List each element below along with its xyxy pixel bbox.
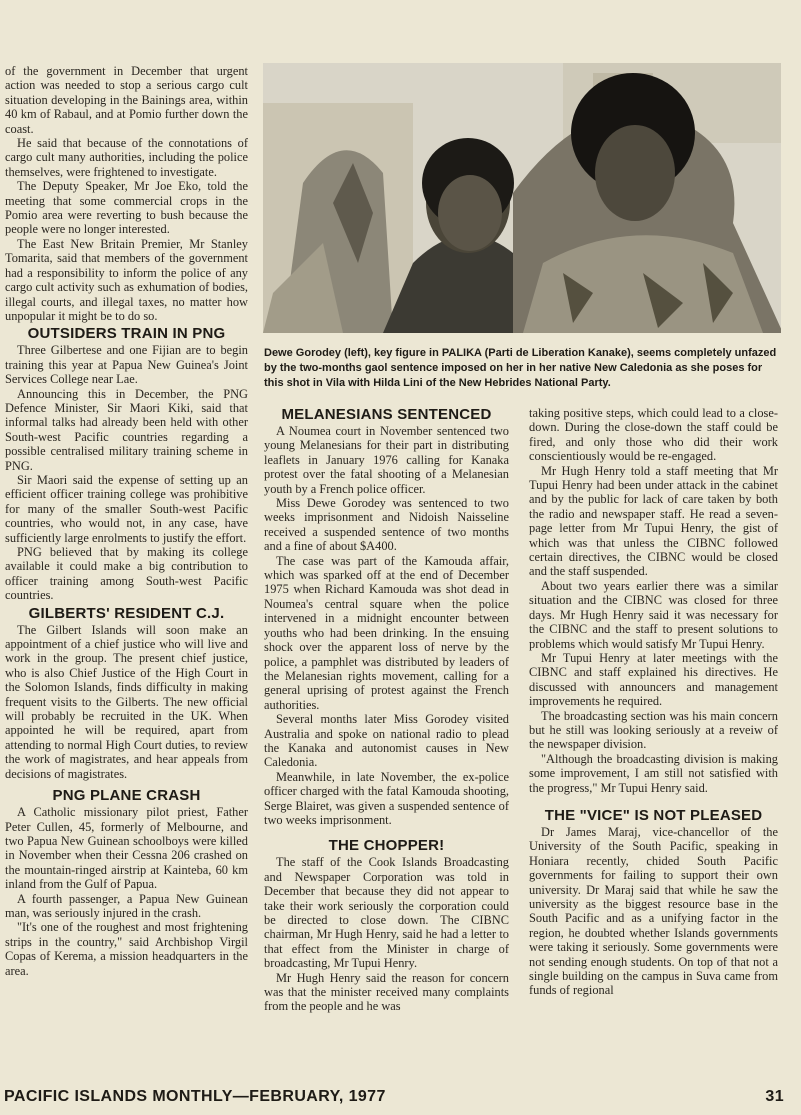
paragraph: PNG believed that by making its college available it could make a big contribution to officer training among South-west Pacific countries. — [5, 545, 248, 603]
paragraph: Dr James Maraj, vice-chancellor of the University of the South Pacific, speaking in Honiara recently, chided South Pacific governments for failing to support their own university. Dr Maraj said that while he saw the university as the biggest resource base in the South Pacific and as a unifying factor in the region, he doubted whether Islands governments were taking it seriously. Some governments were not sending enough students. On top of that not a single building on the campus in Suva came from funds of regional — [529, 824, 778, 998]
column-1 — [5, 64, 248, 978]
paragraph: The East New Britain Premier, Mr Stanley Tomarita, said that members of the government had a responsibility to inform the police of any cargo cult activity such as exhumation of bodies, illegal courts, and illegal taxes, no matter how unpopular it might be to do so. — [5, 236, 248, 323]
paragraph: The case was part of the Kamouda affair, which was sparked off at the end of December 1975 when Richard Kamouda was shot dead in Noumea's central square when the police intervened in a midnight encounter between youths who had been drinking. In the ensuing shock over the apparent loss of nerve by the police, a pamphlet was distributed by leaders of the Melanesian rights movement, calling for a general uprising of protest against the French authorities. — [264, 553, 509, 712]
paragraph: About two years earlier there was a similar situation and the CIBNC was closed for three days. Mr Hugh Henry said it was necessary for the CIBNC and the staff to present solutions to problems which would satisfy Mr Tupui Henry. — [529, 578, 778, 651]
photo-caption: Dewe Gorodey (left), key figure in PALIKA (Parti de Liberation Kanake), seems completely unfazed by the two-months gaol sentence imposed on her in her native New Caledonia as she poses for this shot in Vila with Hilda Lini of the New Hebrides National Party. — [264, 347, 777, 389]
column-3 — [529, 406, 778, 998]
headline-the-chopper: THE CHOPPER! — [328, 837, 445, 855]
paragraph: He said that because of the connotations of cargo cult many authorities, including the police themselves, were frightened to investigate. — [5, 136, 248, 179]
paragraph: The Deputy Speaker, Mr Joe Eko, told the meeting that some commercial crops in the Pomio area were reverting to bush because the people were no longer interested. — [5, 179, 248, 237]
paragraph: "Although the broadcasting division is making some improvement, I am still not satisfied with the progress," Mr Tupui Henry said. — [529, 751, 778, 795]
paragraph: A Catholic missionary pilot priest, Father Peter Cullen, 45, formerly of Melbourne, and two Papua New Guinean schoolboys were killed in November when their Cessna 206 crashed on the mountain-ringed airstrip at Kainteba, 60 km inland from the Gulf of Papua. — [5, 805, 248, 892]
headline-outsiders-train: OUTSIDERS TRAIN IN PNG — [27, 325, 226, 343]
paragraph: Announcing this in December, the PNG Defence Minister, Sir Maori Kiki, said that informal talks had already been held with other South-west Pacific countries regarding a possible centralised military training scheme in PNG. — [5, 386, 248, 473]
headline-melanesians-sentenced: MELANESIANS SENTENCED — [281, 406, 492, 423]
paragraph: The Gilbert Islands will soon make an appointment of a chief justice who will live and work in the group. The present chief justice, who is also Chief Justice of the High Court in the Solomon Islands, finds difficulty in making frequent visits to the Gilberts. The new official will probably be recruited in the UK. When appointed he will be required, apart from attending to normal High Court duties, to review the work of magistrates, and hear appeals from decisions of magistrates. — [5, 622, 248, 781]
headline-gilberts-resident: GILBERTS' RESIDENT C.J. — [28, 604, 225, 622]
headline-png-plane-crash: PNG PLANE CRASH — [52, 787, 201, 805]
paragraph: A Noumea court in November sentenced two young Melanesians for their part in distributing leaflets in January 1976 calling for Kanaka protest over the fatal shooting of a Melanesian youth by a French police officer. — [264, 424, 509, 496]
photo-dewe-gorodey-hilda-lini — [263, 63, 781, 333]
page-footer — [4, 1088, 784, 1106]
paragraph: Sir Maori said the expense of setting up an efficient officer training college was prohibitive for many of the smaller South-west Pacific countries, who would not, in any case, have sufficiently large enrolments to justify the effort. — [5, 472, 248, 545]
paragraph: "It's one of the roughest and most frightening strips in the country," said Archbishop Virgil Copas of Kerema, a mission headquarters in the area. — [5, 920, 248, 978]
paragraph: A fourth passenger, a Papua New Guinean man, was seriously injured in the crash. — [5, 891, 248, 920]
paragraph: Miss Dewe Gorodey was sentenced to two weeks imprisonment and Nidoish Naisseline received a suspended sentence of two months and a fine of about $A400. — [264, 496, 509, 554]
paragraph: Three Gilbertese and one Fijian are to begin training this year at Papua New Guinea's Joint Services College near Lae. — [5, 343, 248, 387]
paragraph: Several months later Miss Gorodey visited Australia and spoke on national radio to plead the Kanaka and autonomist causes in New Caledonia. — [264, 712, 509, 770]
photo-illustration — [263, 63, 781, 333]
paragraph: Mr Hugh Henry said the reason for concern was that the minister received many complaints from the people and he was — [264, 970, 509, 1014]
headline-the-vice-is-not-pleased: THE "VICE" IS NOT PLEASED — [544, 806, 763, 824]
masthead: PACIFIC ISLANDS MONTHLY—FEBRUARY, 1977 — [4, 1088, 386, 1105]
paragraph: The broadcasting section was his main concern but he still was looking seriously at a reveiw of the newspaper division. — [529, 708, 778, 752]
paragraph: Mr Hugh Henry told a staff meeting that Mr Tupui Henry had been under attack in the cabinet and by the public for lack of care taken by both the radio and newspaper staff. He read a seven-page letter from Mr Tupui Henry, the gist of which was that unless the CIBNC followed certain directives, the CIBNC would be closed and the staff suspended. — [529, 463, 778, 579]
paragraph: taking positive steps, which could lead to a close-down. During the close-down the staff could be fired, and only those who did their work conscientiously would be re-engaged. — [529, 406, 778, 464]
paragraph: of the government in December that urgent action was needed to stop a serious cargo cult situation developing in the Bainings area, within 40 km of Rabaul, and at Pomio further down the coast. — [5, 64, 248, 136]
paragraph: Meanwhile, in late November, the ex-police officer charged with the fatal Kamouda shooting, Serge Blairet, was given a suspended sentence of two weeks imprisonment. — [264, 769, 509, 827]
column-2 — [264, 406, 509, 1014]
paragraph: The staff of the Cook Islands Broadcasting and Newspaper Corporation was told in December that because they did not appear to take their work seriously the corporation could be directed to close down. The CIBNC chairman, Mr Hugh Henry, said he had a letter to that effect from the Minister in charge of broadcasting, Mr Tupui Henry. — [264, 855, 509, 971]
paragraph: Mr Tupui Henry at later meetings with the CIBNC and staff explained his directives. He discussed with announcers and management improvements he required. — [529, 650, 778, 709]
page-number: 31 — [765, 1088, 784, 1105]
